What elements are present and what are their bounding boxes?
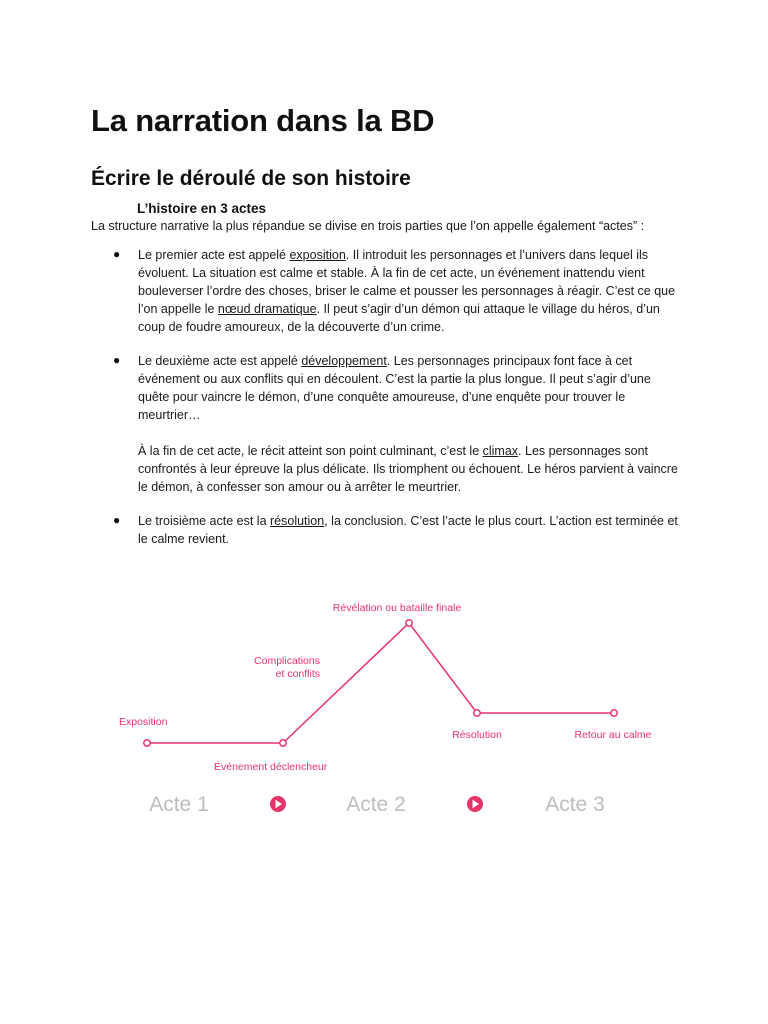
page-title: La narration dans la BD (91, 103, 435, 138)
act-2-label: Acte 2 (346, 793, 406, 816)
play-circle-icon (467, 796, 483, 812)
act3-text-a: Le troisième acte est la (138, 514, 271, 528)
act2-text-d: . Les personnages sont confrontés à leur épreuve la plus délicate. Ils triomphent ou échouent. Le héros parvient à vaincre le démon, à confesser son amour ou à arrêter le meurtrier. (138, 444, 678, 494)
act3-text-b: , la conclusion. C’est l’acte le plus court. L’action est terminée et le calme revient. (138, 514, 678, 546)
act2-text-b: . Les personnages principaux font face à cet événement ou aux conflits qui en découlent. C’est la partie la plus longue. Il peut s’agir d’une quête pour vaincre le démon, d’une conquête amoureuse, d’une enquête pour trouver le meurtrier… (138, 354, 651, 422)
term-exposition: exposition (289, 248, 346, 262)
point-retour-au-calme (611, 710, 617, 716)
bullet-icon: ● (113, 513, 121, 527)
intro-paragraph: La structure narrative la plus répandue se divise en trois parties que l’on appelle également “actes” : (91, 219, 645, 233)
act1-text-b: . Il introduit les personnages et l’univers dans lequel ils évoluent. La situation est calme et stable. À la fin de cet acte, un événement inattendu vient bouleverser l’ordre des choses, briser le calme et pousser les personnages à réagir. C’est ce que l’on appelle le (138, 248, 676, 316)
subsection-heading: L’histoire en 3 actes (137, 201, 267, 216)
list-item-act-1 (138, 246, 678, 336)
term-resolution: résolution (270, 514, 325, 528)
narrative-arc-diagram (0, 590, 768, 830)
act2-paragraph-1 (138, 352, 678, 424)
point-revelation (406, 620, 412, 626)
act-1-label: Acte 1 (149, 793, 209, 816)
label-complications: Complications (254, 655, 320, 667)
act2-text-c: À la fin de cet acte, le récit atteint son point culminant, c’est le (138, 444, 483, 458)
label-et-conflits: et conflits (275, 668, 320, 680)
label-revelation: Révélation ou bataille finale (332, 602, 462, 614)
point-exposition (144, 740, 150, 746)
bullet-icon: ● (113, 353, 121, 367)
act-3-label: Acte 3 (545, 793, 605, 816)
narrative-arc-line (147, 623, 614, 743)
bullet-icon: ● (113, 247, 121, 261)
act2-text-a: Le deuxième acte est appelé (138, 354, 302, 368)
term-climax: climax (482, 444, 519, 458)
act1-text-c: . Il peut s’agir d’un démon qui attaque le village du héros, d’un coup de foudre amoureux, de la découverte d’un crime. (138, 302, 660, 334)
term-developpement: développement (301, 354, 387, 368)
label-evenement-declencheur: Événement déclencheur (214, 761, 328, 773)
label-retour-au-calme: Retour au calme (574, 729, 652, 741)
term-noeud-dramatique: nœud dramatique (217, 302, 317, 316)
label-resolution: Résolution (452, 729, 502, 741)
list-item-act-3 (138, 512, 678, 548)
point-resolution (474, 710, 480, 716)
label-exposition: Exposition (119, 716, 168, 728)
act1-text-a: Le premier acte est appelé (138, 248, 290, 262)
play-circle-icon (270, 796, 286, 812)
list-item-act-2 (138, 352, 678, 496)
point-evenement-declencheur (280, 740, 286, 746)
act2-paragraph-2 (138, 442, 678, 496)
section-heading: Écrire le déroulé de son histoire (91, 167, 411, 190)
